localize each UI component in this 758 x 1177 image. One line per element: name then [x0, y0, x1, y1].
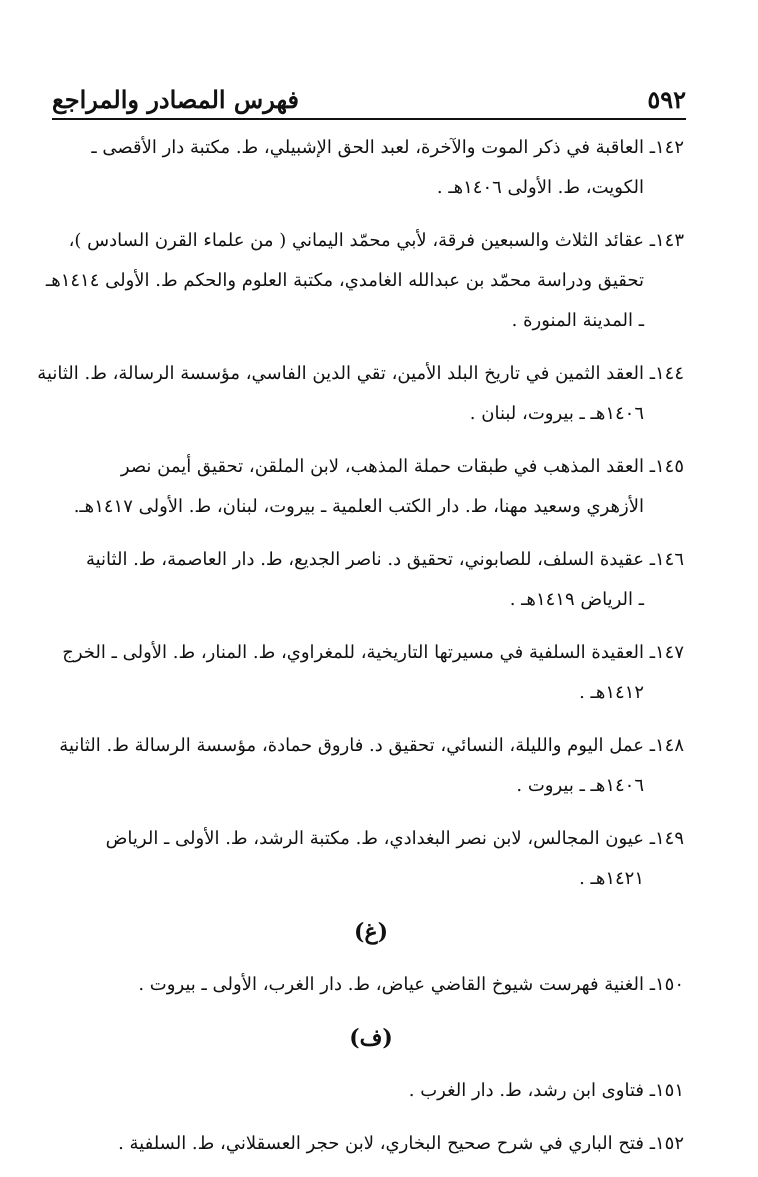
entry-first-line: ١٤٩ـ عيون المجالس، لابن نصر البغدادي، ط. مكتبة الرشد، ط. الأولى ـ الرياض [105, 828, 684, 849]
bibliography-entry [37, 354, 684, 434]
entry-first-line: ١٤٤ـ العقد الثمين في تاريخ البلد الأمين، تقي الدين الفاسي، مؤسسة الرسالة، ط. الثانية [37, 363, 684, 384]
bibliography-entry [58, 128, 684, 208]
bibliography-entry [58, 819, 684, 899]
entry-spacer [58, 620, 684, 633]
page-header [52, 78, 686, 120]
entry-continuation-line: تحقيق ودراسة محمّد بن عبدالله الغامدي، مكتبة العلوم والحكم ط. الأولى ١٤١٤هـ [45, 270, 644, 291]
entry-continuation-line: ١٤٠٦هـ ـ بيروت . [516, 775, 644, 796]
entry-continuation-line: الكويت، ط. الأولى ١٤٠٦هـ . [436, 177, 644, 198]
entry-spacer [58, 208, 684, 221]
bibliography-entry [58, 1071, 684, 1111]
entry-first-line: ١٥٠ـ الغنية فهرست شيوخ القاضي عياض، ط. دار الغرب، الأولى ـ بيروت . [138, 974, 684, 995]
bibliography-entry [58, 447, 684, 527]
entry-first-line: ١٤٣ـ عقائد الثلاث والسبعين فرقة، لأبي محمّد اليماني ( من علماء القرن السادس )، [68, 230, 684, 251]
section-heading: (ف) [349, 1025, 393, 1051]
entry-spacer [58, 899, 684, 912]
entry-first-line: ١٥١ـ فتاوى ابن رشد، ط. دار الغرب . [408, 1080, 684, 1101]
entry-spacer [58, 1164, 684, 1177]
entry-continuation-line: ١٤٢١هـ . [579, 868, 644, 889]
bibliography-entry [58, 633, 684, 713]
entry-spacer [58, 952, 684, 965]
entry-continuation-line: ١٤١٢هـ . [579, 682, 644, 703]
entry-continuation-line: الأزهري وسعيد مهنا، ط. دار الكتب العلمية ـ بيروت، لبنان، ط. الأولى ١٤١٧هـ. [73, 496, 644, 517]
entry-first-line: ١٥٢ـ فتح الباري في شرح صحيح البخاري، لابن حجر العسقلاني، ط. السلفية . [118, 1133, 684, 1154]
running-title: فهرس المصادر والمراجع [52, 85, 300, 114]
entry-spacer [58, 1111, 684, 1124]
bibliography-entry [58, 1124, 684, 1164]
bibliography-entry [58, 965, 684, 1005]
entry-first-line: ١٤٧ـ العقيدة السلفية في مسيرتها التاريخية، للمغراوي، ط. المنار، ط. الأولى ـ الخرج [62, 642, 684, 663]
entry-spacer [58, 1058, 684, 1071]
entry-first-line: ١٤٢ـ العاقبة في ذكر الموت والآخرة، لعبد الحق الإشبيلي، ط. مكتبة دار الأقصى ـ [91, 137, 684, 158]
entry-spacer [58, 341, 684, 354]
page-number: ٥٩٢ [647, 85, 686, 114]
entry-continuation-line: ـ المدينة المنورة . [511, 310, 644, 331]
entry-first-line: ١٤٨ـ عمل اليوم والليلة، النسائي، تحقيق د. فاروق حمادة، مؤسسة الرسالة ط. الثانية [59, 735, 684, 756]
entry-spacer [58, 434, 684, 447]
bibliography-entry [45, 221, 684, 341]
entry-first-line: ١٤٦ـ عقيدة السلف، للصابوني، تحقيق د. ناصر الجديع، ط. دار العاصمة، ط. الثانية [85, 549, 684, 570]
entry-spacer [58, 1005, 684, 1018]
entry-spacer [58, 713, 684, 726]
entry-first-line: ١٤٥ـ العقد المذهب في طبقات حملة المذهب، لابن الملقن، تحقيق أيمن نصر [120, 456, 684, 477]
entry-spacer [58, 527, 684, 540]
entry-continuation-line: ـ الرياض ١٤١٩هـ . [509, 589, 644, 610]
bibliography-entry [58, 540, 684, 620]
bibliography-list [37, 128, 684, 1177]
entry-continuation-line: ١٤٠٦هـ ـ بيروت، لبنان . [469, 403, 644, 424]
entry-spacer [58, 806, 684, 819]
section-heading: (غ) [354, 919, 388, 945]
bibliography-entry [58, 726, 684, 806]
